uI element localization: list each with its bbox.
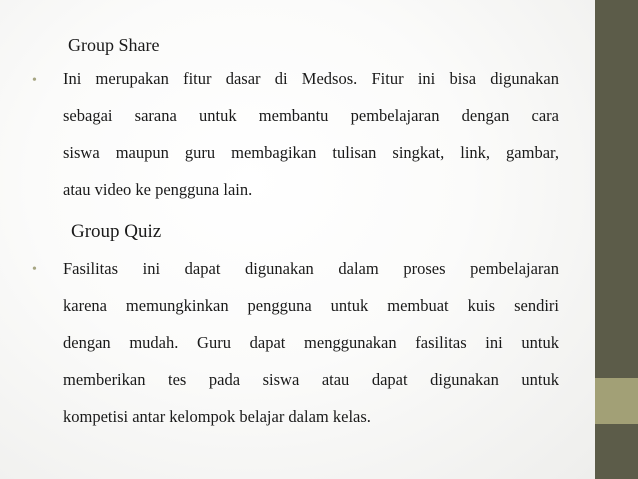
decorative-sidebar bbox=[595, 0, 638, 479]
paragraph-line: Fasilitas ini dapat digunakan dalam proses pembelajaran bbox=[63, 259, 559, 278]
group-quiz-paragraph bbox=[63, 250, 559, 435]
paragraph-line: sebagai sarana untuk membantu pembelajaran dengan cara bbox=[63, 106, 559, 125]
bullet-icon: • bbox=[32, 73, 37, 88]
paragraph-line: karena memungkinkan pengguna untuk membuat kuis sendiri bbox=[63, 296, 559, 315]
paragraph-line: atau video ke pengguna lain. bbox=[63, 180, 253, 199]
group-quiz-heading: Group Quiz bbox=[71, 221, 162, 242]
paragraph-line: memberikan tes pada siswa atau dapat digunakan untuk bbox=[63, 370, 559, 389]
group-share-paragraph bbox=[63, 60, 559, 208]
paragraph-line: siswa maupun guru membagikan tulisan singkat, link, gambar, bbox=[63, 143, 559, 162]
sidebar-accent-block bbox=[595, 378, 638, 424]
group-share-heading: Group Share bbox=[68, 35, 160, 55]
paragraph-line: Ini merupakan fitur dasar di Medsos. Fitur ini bisa digunakan bbox=[63, 69, 559, 88]
paragraph-line: dengan mudah. Guru dapat menggunakan fasilitas ini untuk bbox=[63, 333, 559, 352]
sidebar-bottom-block bbox=[595, 424, 638, 479]
bullet-icon: • bbox=[32, 262, 37, 277]
paragraph-line: kompetisi antar kelompok belajar dalam kelas. bbox=[63, 407, 371, 426]
